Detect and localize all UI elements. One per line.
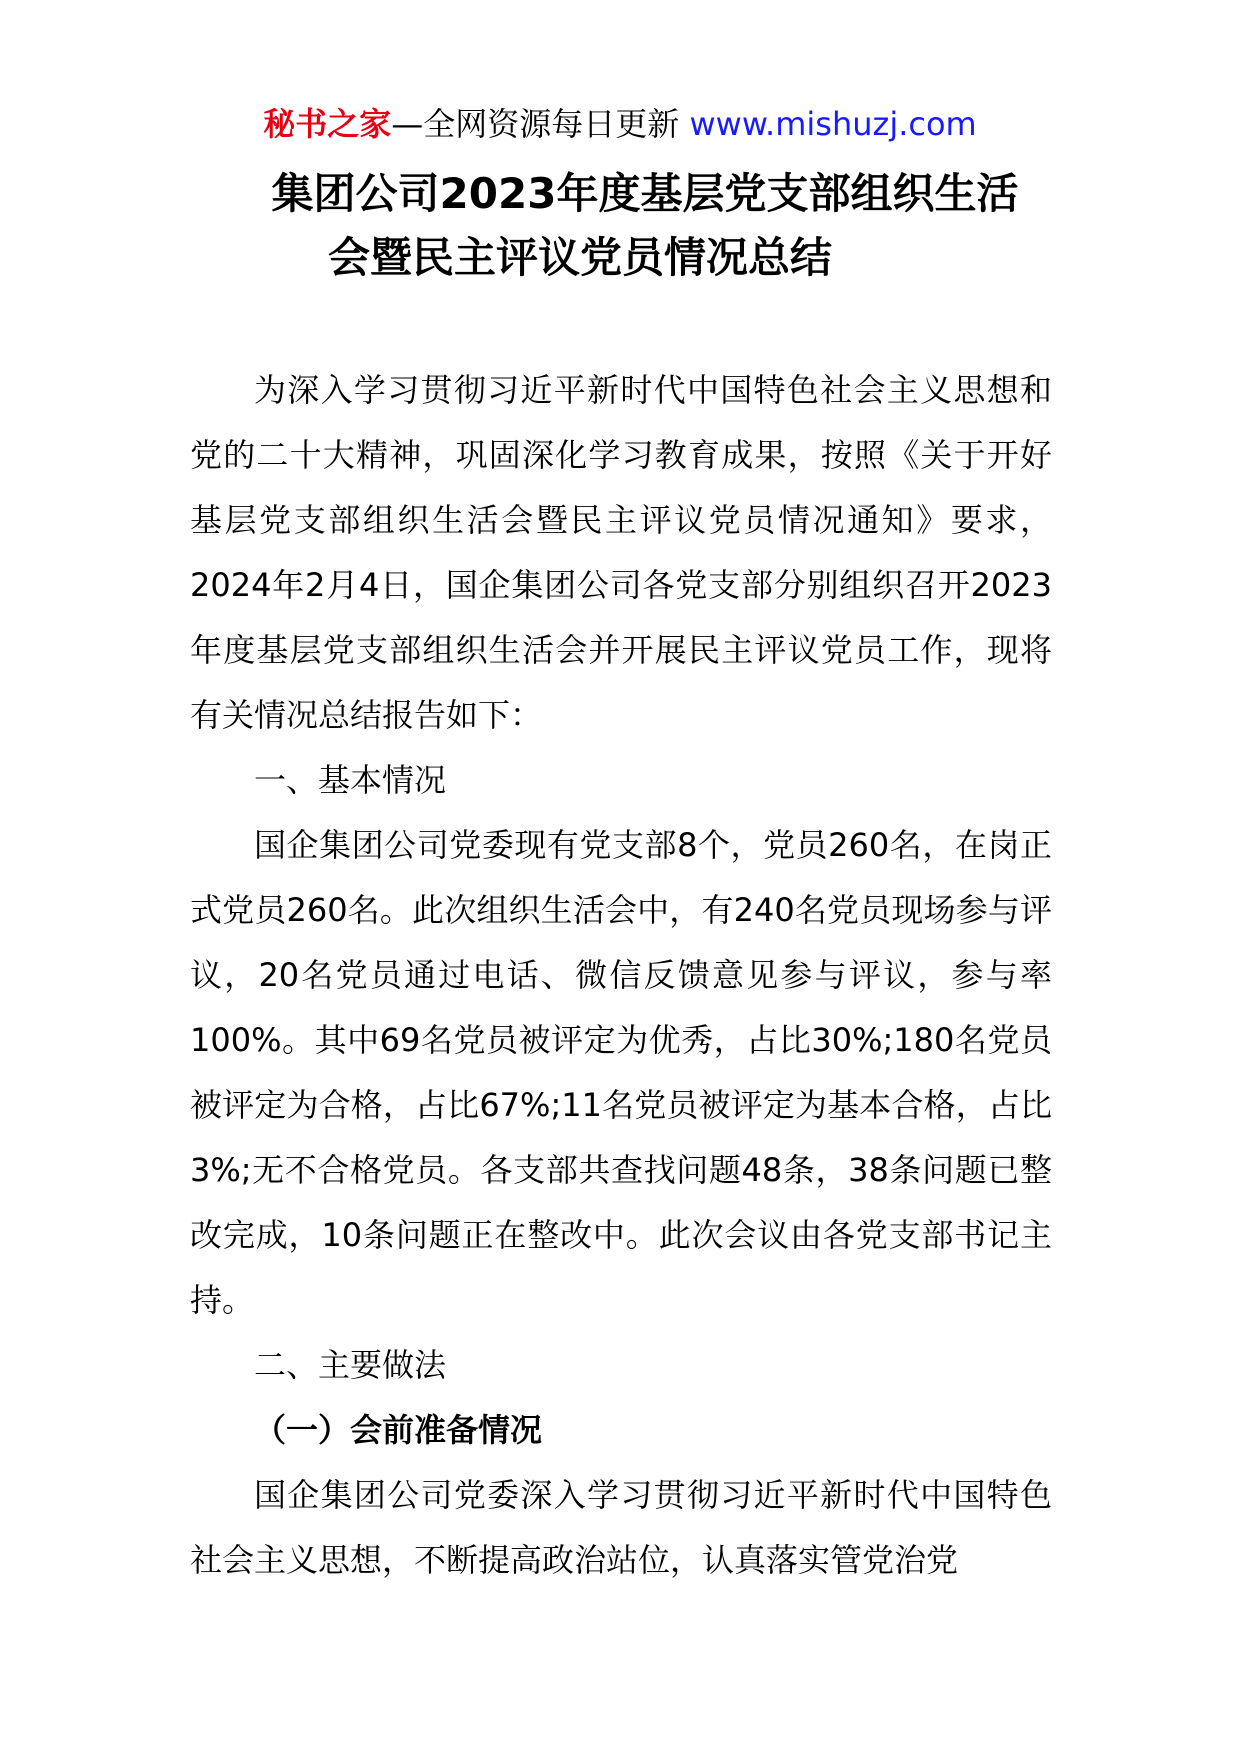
subsection-heading-preparation: （一）会前准备情况 bbox=[254, 1411, 543, 1449]
basic-situation-paragraph: 国企集团公司党委现有党支部8个，党员260名，在岗正式党员260名。此次组织生活会中，有240名党员现场参与评议，20名党员通过电话、微信反馈意见参与评议，参与率100%。其中69名党员被评定为优秀，占比30%;180名党员被评定为合格，占比67%;11名党员被评定为基本合格，占比3%;无不合格党员。各支部共查找问题48条，38条问题已整改完成，10条问题正在整改中。此次会议由各党支部书记主持。 bbox=[190, 826, 1052, 1319]
document-title-line-2: 会暨民主评议党员情况总结 bbox=[327, 233, 832, 282]
document-title-line-1: 集团公司2023年度基层党支部组织生活 bbox=[271, 169, 1019, 218]
site-tagline: —全网资源每日更新 bbox=[391, 105, 690, 143]
section-heading-basic-situation: 一、基本情况 bbox=[254, 761, 447, 799]
intro-paragraph: 为深入学习贯彻习近平新时代中国特色社会主义思想和党的二十大精神，巩固深化学习教育成果，按照《关于开好基层党支部组织生活会暨民主评议党员情况通知》要求，2024年2月4日，国企集团公司各党支部分别组织召开2023年度基层党支部组织生活会并开展民主评议党员工作，现将有关情况总结报告如下： bbox=[190, 371, 1052, 734]
site-url-link[interactable]: www.mishuzj.com bbox=[689, 105, 977, 143]
site-header bbox=[0, 102, 1240, 146]
preparation-paragraph: 国企集团公司党委深入学习贯彻习近平新时代中国特色社会主义思想，不断提高政治站位，认真落实管党治党 bbox=[190, 1476, 1052, 1579]
section-heading-main-practices: 二、主要做法 bbox=[254, 1346, 447, 1384]
document-body bbox=[190, 358, 1052, 1593]
site-name: 秘书之家 bbox=[263, 105, 392, 143]
